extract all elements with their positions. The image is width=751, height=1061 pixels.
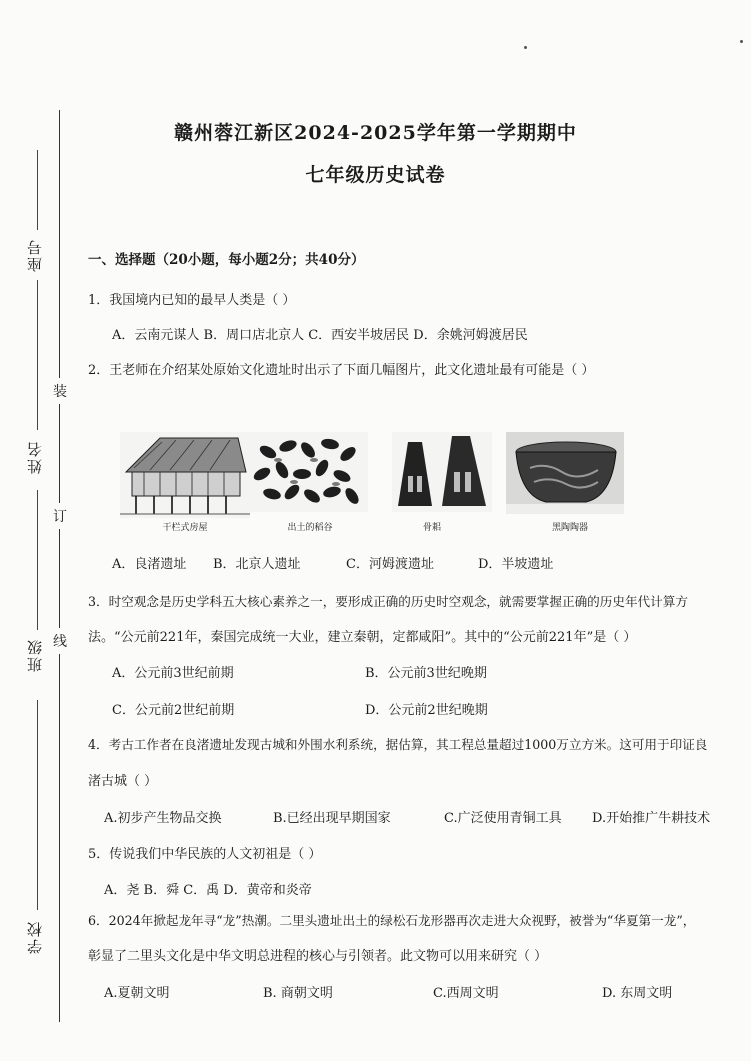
- rice-grains-image: [248, 432, 368, 512]
- name-label: 姓名: [26, 440, 44, 474]
- question-2-option-c: C．河姆渡遗址: [346, 557, 434, 572]
- question-5-stem: 5．传说我们中华民族的人文初祖是（ ）: [88, 847, 322, 862]
- binding-line: [59, 110, 60, 1022]
- question-3-option-d: D．公元前2世纪晚期: [365, 703, 488, 718]
- seat-label: 座号: [26, 238, 44, 272]
- question-3-option-c: C．公元前2世纪前期: [112, 703, 235, 718]
- question-6-option-d: D. 东周文明: [602, 986, 673, 1001]
- question-2-option-a: A．良渚遗址: [112, 557, 187, 572]
- exam-title: 赣州蓉江新区2024-2025学年第一学期期中: [174, 122, 577, 144]
- question-1-options: A．云南元谋人 B．周口店北京人 C．西安半坡居民 D．余姚河姆渡居民: [112, 328, 528, 343]
- name-underline: [37, 280, 38, 430]
- image-caption-1: 干栏式房屋: [162, 523, 208, 533]
- question-6-stem-line1: 6．2024年掀起龙年寻“龙”热潮。二里头遗址出土的绿松石龙形器再次走进大众视野，被誉为“华夏第一龙”，: [88, 913, 696, 928]
- scan-speck: [524, 46, 527, 49]
- class-underline: [37, 490, 38, 630]
- class-label: 班级: [26, 638, 44, 672]
- school-label: 学校: [26, 920, 44, 954]
- question-2-option-d: D．半坡遗址: [478, 557, 554, 572]
- question-2-stem: 2．王老师在介绍某处原始文化遗址时出示了下面几幅图片，此文化遗址最有可能是（ ）: [88, 363, 595, 378]
- question-6-option-c: C.西周文明: [433, 986, 499, 1001]
- binding-mark-xian: 线: [53, 628, 67, 654]
- section-heading: 一、选择题（20小题，每小题2分；共40分）: [88, 252, 365, 268]
- question-6-option-a: A.夏朝文明: [104, 986, 170, 1001]
- question-4-stem-line1: 4．考古工作者在良渚遗址发现古城和外围水利系统，据估算，其工程总量超过1000万立方米。这可用于印证良: [88, 737, 708, 752]
- black-pottery-image: [506, 432, 624, 514]
- image-caption-2: 出土的稻谷: [287, 523, 333, 533]
- question-5-options: A．尧 B．舜 C．禹 D．黄帝和炎帝: [104, 883, 312, 898]
- school-underline: [37, 700, 38, 910]
- question-3-option-b: B．公元前3世纪晚期: [365, 666, 487, 681]
- question-4-stem-line2: 渚古城（ ）: [88, 774, 158, 789]
- image-caption-4: 黑陶陶器: [551, 523, 588, 533]
- scan-speck: [740, 40, 743, 43]
- stilt-house-image: [120, 432, 250, 518]
- image-caption-3: 骨耜: [422, 523, 441, 533]
- bone-spade-image: [392, 432, 492, 512]
- question-3-stem-line1: 3．时空观念是历史学科五大核心素养之一，要形成正确的历史时空观念，就需要掌握正确的历史年代计算方: [88, 594, 688, 609]
- question-3-option-a: A．公元前3世纪前期: [112, 666, 234, 681]
- question-6-stem-line2: 彰显了二里头文化是中华文明总进程的核心与引领者。此文物可以用来研究（ ）: [88, 949, 548, 964]
- binding-mark-zhuang: 装: [53, 378, 67, 404]
- exam-subtitle: 七年级历史试卷: [305, 164, 446, 186]
- question-4-option-d: D.开始推广牛耕技术: [592, 811, 711, 826]
- question-6-option-b: B. 商朝文明: [263, 986, 333, 1001]
- question-4-option-c: C.广泛使用青铜工具: [444, 811, 562, 826]
- question-4-option-b: B.已经出现早期国家: [273, 811, 391, 826]
- question-1-stem: 1．我国境内已知的最早人类是（ ）: [88, 293, 296, 308]
- question-3-stem-line2: 法。“公元前221年，秦国完成统一大业，建立秦朝，定都咸阳”。其中的“公元前221年”是（ ）: [88, 630, 637, 645]
- question-4-option-a: A.初步产生物品交换: [104, 811, 222, 826]
- binding-mark-ding: 订: [53, 503, 67, 529]
- question-2-option-b: B．北京人遗址: [213, 557, 301, 572]
